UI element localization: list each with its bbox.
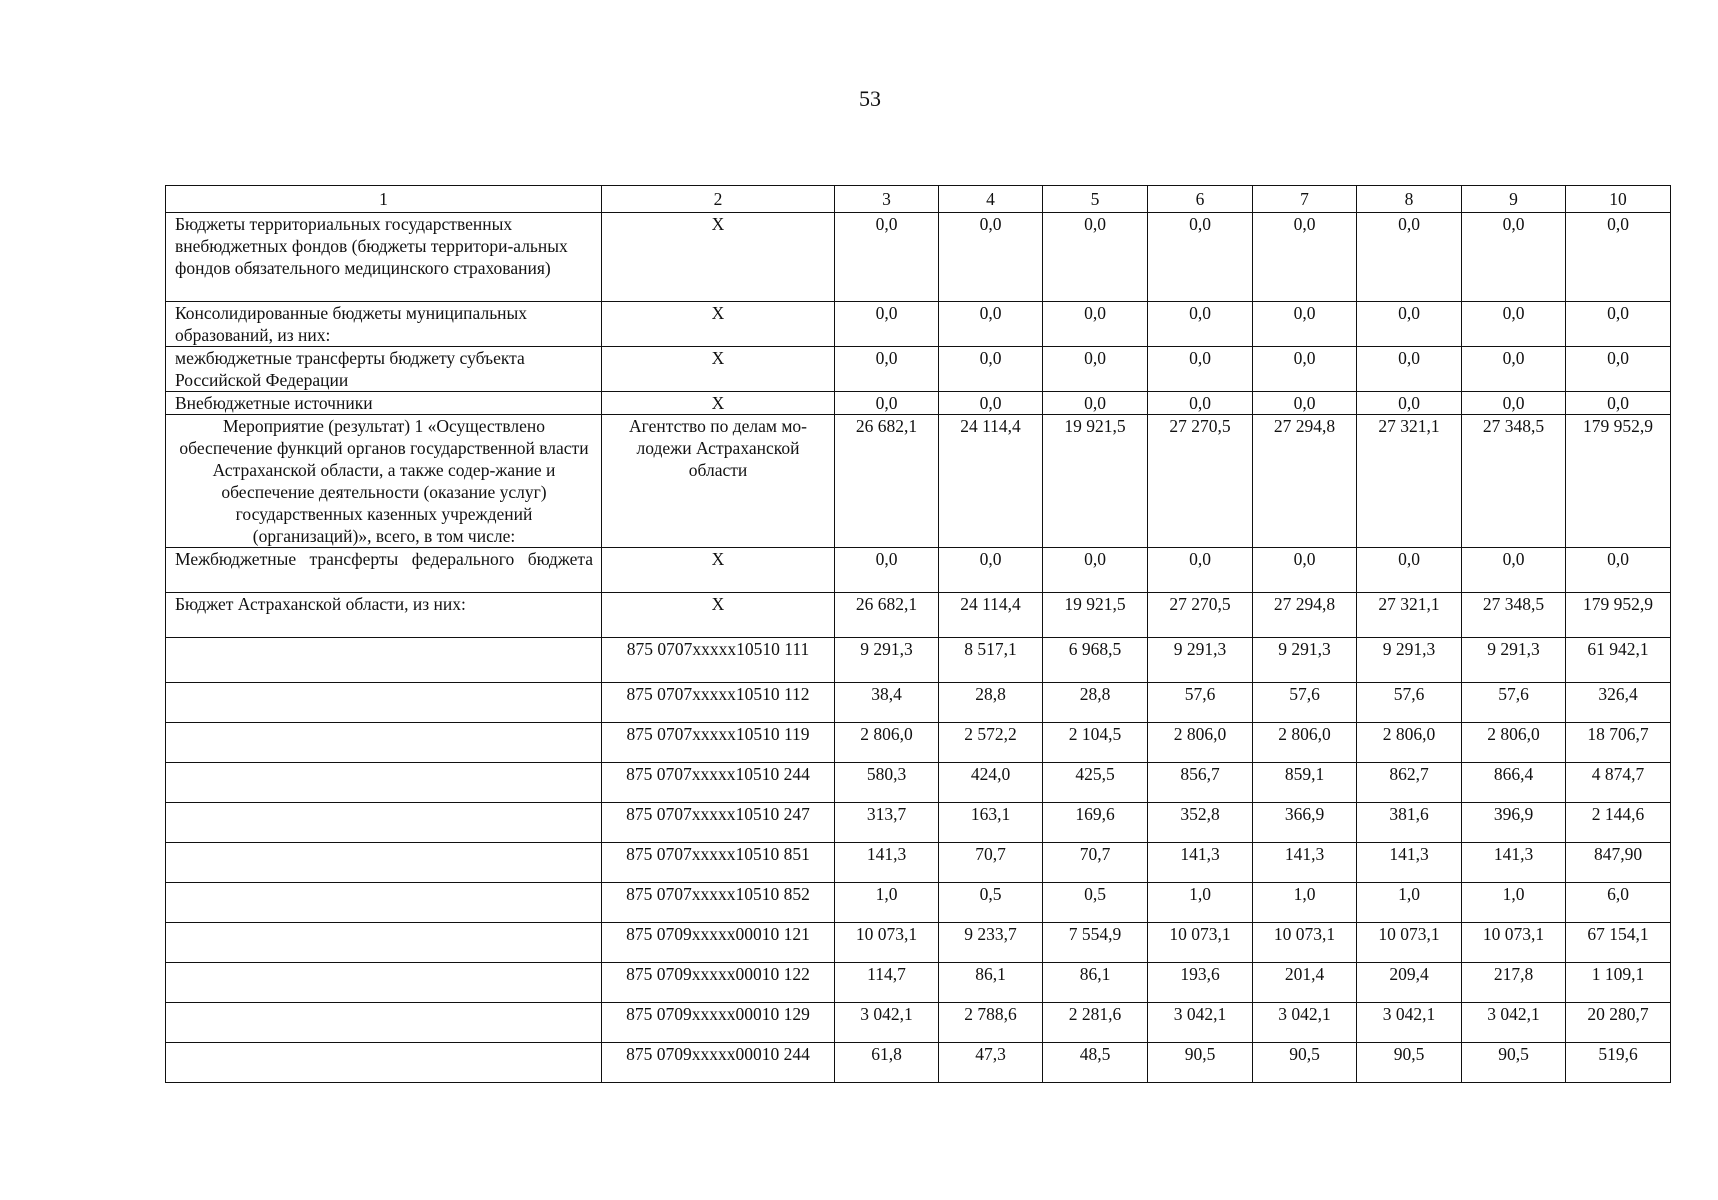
value-cell-col-4: 0,0 xyxy=(939,213,1043,302)
value-cell-col-10: 0,0 xyxy=(1566,548,1671,593)
value-cell-col-10: 20 280,7 xyxy=(1566,1003,1671,1043)
value-cell-col-4: 86,1 xyxy=(939,963,1043,1003)
page-number: 53 xyxy=(859,86,881,111)
value-cell-col-4: 24 114,4 xyxy=(939,415,1043,548)
value-cell-col-4: 0,5 xyxy=(939,883,1043,923)
value-cell-col-9: 396,9 xyxy=(1462,803,1566,843)
value-cell-col-8: 0,0 xyxy=(1357,392,1462,415)
value-cell-col-6: 856,7 xyxy=(1148,763,1253,803)
value-cell-col-8: 3 042,1 xyxy=(1357,1003,1462,1043)
value-cell-col-4: 2 788,6 xyxy=(939,1003,1043,1043)
value-cell-col-3: 1,0 xyxy=(835,883,939,923)
value-cell-col-7: 141,3 xyxy=(1253,843,1357,883)
row-responsible-or-code: 875 0707xxxxx10510 244 xyxy=(602,763,835,803)
row-label xyxy=(166,883,602,923)
value-cell-col-3: 26 682,1 xyxy=(835,593,939,638)
value-cell-col-8: 141,3 xyxy=(1357,843,1462,883)
row-label: Межбюджетные трансферты федерального бюджета xyxy=(166,548,602,593)
value-cell-col-8: 381,6 xyxy=(1357,803,1462,843)
table-row xyxy=(166,392,1671,415)
value-cell-col-7: 3 042,1 xyxy=(1253,1003,1357,1043)
row-label xyxy=(166,723,602,763)
value-cell-col-4: 47,3 xyxy=(939,1043,1043,1083)
row-responsible-or-code: X xyxy=(602,548,835,593)
value-cell-col-5: 19 921,5 xyxy=(1043,415,1148,548)
value-cell-col-9: 0,0 xyxy=(1462,392,1566,415)
column-header-4: 4 xyxy=(939,186,1043,213)
value-cell-col-4: 70,7 xyxy=(939,843,1043,883)
column-header-7: 7 xyxy=(1253,186,1357,213)
value-cell-col-10: 1 109,1 xyxy=(1566,963,1671,1003)
value-cell-col-8: 0,0 xyxy=(1357,548,1462,593)
value-cell-col-6: 0,0 xyxy=(1148,302,1253,347)
value-cell-col-5: 2 281,6 xyxy=(1043,1003,1148,1043)
value-cell-col-5: 2 104,5 xyxy=(1043,723,1148,763)
value-cell-col-6: 1,0 xyxy=(1148,883,1253,923)
value-cell-col-7: 201,4 xyxy=(1253,963,1357,1003)
value-cell-col-4: 24 114,4 xyxy=(939,593,1043,638)
value-cell-col-6: 3 042,1 xyxy=(1148,1003,1253,1043)
column-header-3: 3 xyxy=(835,186,939,213)
value-cell-col-9: 3 042,1 xyxy=(1462,1003,1566,1043)
table-row xyxy=(166,883,1671,923)
value-cell-col-9: 0,0 xyxy=(1462,548,1566,593)
value-cell-col-5: 425,5 xyxy=(1043,763,1148,803)
value-cell-col-10: 519,6 xyxy=(1566,1043,1671,1083)
value-cell-col-8: 0,0 xyxy=(1357,347,1462,392)
value-cell-col-9: 217,8 xyxy=(1462,963,1566,1003)
value-cell-col-8: 862,7 xyxy=(1357,763,1462,803)
value-cell-col-9: 2 806,0 xyxy=(1462,723,1566,763)
value-cell-col-5: 0,0 xyxy=(1043,347,1148,392)
value-cell-col-9: 27 348,5 xyxy=(1462,593,1566,638)
row-responsible-or-code: 875 0707xxxxx10510 851 xyxy=(602,843,835,883)
value-cell-col-9: 57,6 xyxy=(1462,683,1566,723)
row-label xyxy=(166,763,602,803)
value-cell-col-7: 0,0 xyxy=(1253,347,1357,392)
value-cell-col-9: 866,4 xyxy=(1462,763,1566,803)
value-cell-col-3: 141,3 xyxy=(835,843,939,883)
value-cell-col-3: 61,8 xyxy=(835,1043,939,1083)
value-cell-col-6: 193,6 xyxy=(1148,963,1253,1003)
value-cell-col-4: 0,0 xyxy=(939,302,1043,347)
value-cell-col-6: 0,0 xyxy=(1148,548,1253,593)
value-cell-col-3: 38,4 xyxy=(835,683,939,723)
value-cell-col-9: 1,0 xyxy=(1462,883,1566,923)
row-label xyxy=(166,803,602,843)
table-row xyxy=(166,415,1671,548)
value-cell-col-9: 10 073,1 xyxy=(1462,923,1566,963)
value-cell-col-6: 0,0 xyxy=(1148,213,1253,302)
row-label xyxy=(166,923,602,963)
value-cell-col-10: 2 144,6 xyxy=(1566,803,1671,843)
value-cell-col-5: 0,5 xyxy=(1043,883,1148,923)
value-cell-col-7: 27 294,8 xyxy=(1253,415,1357,548)
value-cell-col-10: 6,0 xyxy=(1566,883,1671,923)
value-cell-col-4: 163,1 xyxy=(939,803,1043,843)
row-responsible-or-code: 875 0707xxxxx10510 111 xyxy=(602,638,835,683)
table-row xyxy=(166,1043,1671,1083)
value-cell-col-4: 0,0 xyxy=(939,548,1043,593)
value-cell-col-4: 0,0 xyxy=(939,392,1043,415)
row-label: Внебюджетные источники xyxy=(166,392,602,415)
table-row xyxy=(166,593,1671,638)
value-cell-col-8: 2 806,0 xyxy=(1357,723,1462,763)
value-cell-col-5: 7 554,9 xyxy=(1043,923,1148,963)
value-cell-col-6: 9 291,3 xyxy=(1148,638,1253,683)
table-row xyxy=(166,213,1671,302)
table-row xyxy=(166,638,1671,683)
value-cell-col-7: 0,0 xyxy=(1253,302,1357,347)
table-row xyxy=(166,923,1671,963)
value-cell-col-7: 90,5 xyxy=(1253,1043,1357,1083)
value-cell-col-5: 0,0 xyxy=(1043,302,1148,347)
value-cell-col-5: 28,8 xyxy=(1043,683,1148,723)
column-header-10: 10 xyxy=(1566,186,1671,213)
row-responsible-or-code: 875 0709xxxxx00010 121 xyxy=(602,923,835,963)
value-cell-col-4: 2 572,2 xyxy=(939,723,1043,763)
value-cell-col-6: 10 073,1 xyxy=(1148,923,1253,963)
row-label xyxy=(166,638,602,683)
value-cell-col-9: 0,0 xyxy=(1462,213,1566,302)
value-cell-col-5: 19 921,5 xyxy=(1043,593,1148,638)
value-cell-col-8: 209,4 xyxy=(1357,963,1462,1003)
budget-table xyxy=(165,185,1671,1083)
row-label: Консолидированные бюджеты муниципальных образований, из них: xyxy=(166,302,602,347)
row-label: межбюджетные трансферты бюджету субъекта Российской Федерации xyxy=(166,347,602,392)
value-cell-col-8: 27 321,1 xyxy=(1357,415,1462,548)
row-label xyxy=(166,963,602,1003)
row-responsible-or-code: X xyxy=(602,347,835,392)
value-cell-col-6: 2 806,0 xyxy=(1148,723,1253,763)
value-cell-col-8: 0,0 xyxy=(1357,302,1462,347)
value-cell-col-9: 0,0 xyxy=(1462,302,1566,347)
column-header-5: 5 xyxy=(1043,186,1148,213)
value-cell-col-7: 2 806,0 xyxy=(1253,723,1357,763)
value-cell-col-3: 0,0 xyxy=(835,347,939,392)
value-cell-col-5: 0,0 xyxy=(1043,213,1148,302)
value-cell-col-8: 1,0 xyxy=(1357,883,1462,923)
value-cell-col-10: 18 706,7 xyxy=(1566,723,1671,763)
value-cell-col-5: 169,6 xyxy=(1043,803,1148,843)
value-cell-col-9: 9 291,3 xyxy=(1462,638,1566,683)
value-cell-col-8: 10 073,1 xyxy=(1357,923,1462,963)
table-row xyxy=(166,683,1671,723)
value-cell-col-4: 9 233,7 xyxy=(939,923,1043,963)
value-cell-col-7: 27 294,8 xyxy=(1253,593,1357,638)
table-row xyxy=(166,963,1671,1003)
row-label xyxy=(166,1043,602,1083)
value-cell-col-8: 57,6 xyxy=(1357,683,1462,723)
value-cell-col-9: 90,5 xyxy=(1462,1043,1566,1083)
table-row xyxy=(166,548,1671,593)
value-cell-col-8: 27 321,1 xyxy=(1357,593,1462,638)
table-row xyxy=(166,763,1671,803)
value-cell-col-3: 10 073,1 xyxy=(835,923,939,963)
row-responsible-or-code: X xyxy=(602,392,835,415)
value-cell-col-10: 326,4 xyxy=(1566,683,1671,723)
column-header-8: 8 xyxy=(1357,186,1462,213)
value-cell-col-7: 10 073,1 xyxy=(1253,923,1357,963)
value-cell-col-10: 0,0 xyxy=(1566,213,1671,302)
value-cell-col-10: 847,90 xyxy=(1566,843,1671,883)
value-cell-col-3: 0,0 xyxy=(835,548,939,593)
value-cell-col-6: 0,0 xyxy=(1148,347,1253,392)
value-cell-col-10: 67 154,1 xyxy=(1566,923,1671,963)
value-cell-col-3: 3 042,1 xyxy=(835,1003,939,1043)
value-cell-col-4: 8 517,1 xyxy=(939,638,1043,683)
value-cell-col-3: 9 291,3 xyxy=(835,638,939,683)
value-cell-col-3: 0,0 xyxy=(835,213,939,302)
value-cell-col-5: 48,5 xyxy=(1043,1043,1148,1083)
row-responsible-or-code: X xyxy=(602,593,835,638)
value-cell-col-10: 179 952,9 xyxy=(1566,593,1671,638)
value-cell-col-10: 0,0 xyxy=(1566,347,1671,392)
value-cell-col-9: 27 348,5 xyxy=(1462,415,1566,548)
value-cell-col-7: 366,9 xyxy=(1253,803,1357,843)
header-row xyxy=(166,186,1671,213)
value-cell-col-3: 114,7 xyxy=(835,963,939,1003)
row-label xyxy=(166,843,602,883)
table-row xyxy=(166,1003,1671,1043)
row-responsible-or-code: X xyxy=(602,213,835,302)
row-label: Бюджеты территориальных государственных внебюджетных фондов (бюджеты территори-альных фондов обязательного медицинского страхования) xyxy=(166,213,602,302)
column-header-9: 9 xyxy=(1462,186,1566,213)
value-cell-col-8: 0,0 xyxy=(1357,213,1462,302)
value-cell-col-5: 70,7 xyxy=(1043,843,1148,883)
row-responsible-or-code: 875 0707xxxxx10510 852 xyxy=(602,883,835,923)
value-cell-col-7: 1,0 xyxy=(1253,883,1357,923)
value-cell-col-5: 6 968,5 xyxy=(1043,638,1148,683)
row-responsible-or-code: X xyxy=(602,302,835,347)
value-cell-col-8: 9 291,3 xyxy=(1357,638,1462,683)
value-cell-col-6: 27 270,5 xyxy=(1148,593,1253,638)
value-cell-col-3: 0,0 xyxy=(835,302,939,347)
table-row xyxy=(166,803,1671,843)
value-cell-col-9: 0,0 xyxy=(1462,347,1566,392)
row-label: Бюджет Астраханской области, из них: xyxy=(166,593,602,638)
value-cell-col-6: 0,0 xyxy=(1148,392,1253,415)
value-cell-col-5: 86,1 xyxy=(1043,963,1148,1003)
row-responsible-or-code: 875 0709xxxxx00010 244 xyxy=(602,1043,835,1083)
value-cell-col-10: 0,0 xyxy=(1566,302,1671,347)
row-responsible-or-code: 875 0707xxxxx10510 112 xyxy=(602,683,835,723)
value-cell-col-3: 313,7 xyxy=(835,803,939,843)
table-row xyxy=(166,302,1671,347)
column-header-6: 6 xyxy=(1148,186,1253,213)
value-cell-col-7: 0,0 xyxy=(1253,392,1357,415)
value-cell-col-3: 2 806,0 xyxy=(835,723,939,763)
value-cell-col-8: 90,5 xyxy=(1357,1043,1462,1083)
value-cell-col-4: 0,0 xyxy=(939,347,1043,392)
value-cell-col-10: 0,0 xyxy=(1566,392,1671,415)
value-cell-col-10: 61 942,1 xyxy=(1566,638,1671,683)
value-cell-col-7: 9 291,3 xyxy=(1253,638,1357,683)
row-responsible-or-code: 875 0709xxxxx00010 129 xyxy=(602,1003,835,1043)
table-row xyxy=(166,723,1671,763)
column-header-2: 2 xyxy=(602,186,835,213)
column-header-1: 1 xyxy=(166,186,602,213)
value-cell-col-6: 141,3 xyxy=(1148,843,1253,883)
row-label: Мероприятие (результат) 1 «Осуществлено обеспечение функций органов государственной власти Астраханской области, а также содер-жание и обеспечение деятельности (оказание услуг) государственных казенных учреждений (организаций)», всего, в том числе: xyxy=(166,415,602,548)
value-cell-col-7: 859,1 xyxy=(1253,763,1357,803)
value-cell-col-10: 179 952,9 xyxy=(1566,415,1671,548)
row-responsible-or-code: 875 0709xxxxx00010 122 xyxy=(602,963,835,1003)
value-cell-col-7: 57,6 xyxy=(1253,683,1357,723)
value-cell-col-6: 27 270,5 xyxy=(1148,415,1253,548)
row-label xyxy=(166,1003,602,1043)
value-cell-col-3: 0,0 xyxy=(835,392,939,415)
value-cell-col-5: 0,0 xyxy=(1043,392,1148,415)
value-cell-col-5: 0,0 xyxy=(1043,548,1148,593)
value-cell-col-7: 0,0 xyxy=(1253,213,1357,302)
value-cell-col-9: 141,3 xyxy=(1462,843,1566,883)
value-cell-col-3: 26 682,1 xyxy=(835,415,939,548)
row-responsible-or-code: 875 0707xxxxx10510 119 xyxy=(602,723,835,763)
value-cell-col-4: 424,0 xyxy=(939,763,1043,803)
row-responsible-or-code: 875 0707xxxxx10510 247 xyxy=(602,803,835,843)
row-label xyxy=(166,683,602,723)
value-cell-col-10: 4 874,7 xyxy=(1566,763,1671,803)
table-row xyxy=(166,843,1671,883)
row-responsible-or-code: Агентство по делам мо-лодежи Астраханской области xyxy=(602,415,835,548)
value-cell-col-6: 352,8 xyxy=(1148,803,1253,843)
value-cell-col-7: 0,0 xyxy=(1253,548,1357,593)
value-cell-col-6: 57,6 xyxy=(1148,683,1253,723)
value-cell-col-4: 28,8 xyxy=(939,683,1043,723)
value-cell-col-3: 580,3 xyxy=(835,763,939,803)
table-row xyxy=(166,347,1671,392)
value-cell-col-6: 90,5 xyxy=(1148,1043,1253,1083)
